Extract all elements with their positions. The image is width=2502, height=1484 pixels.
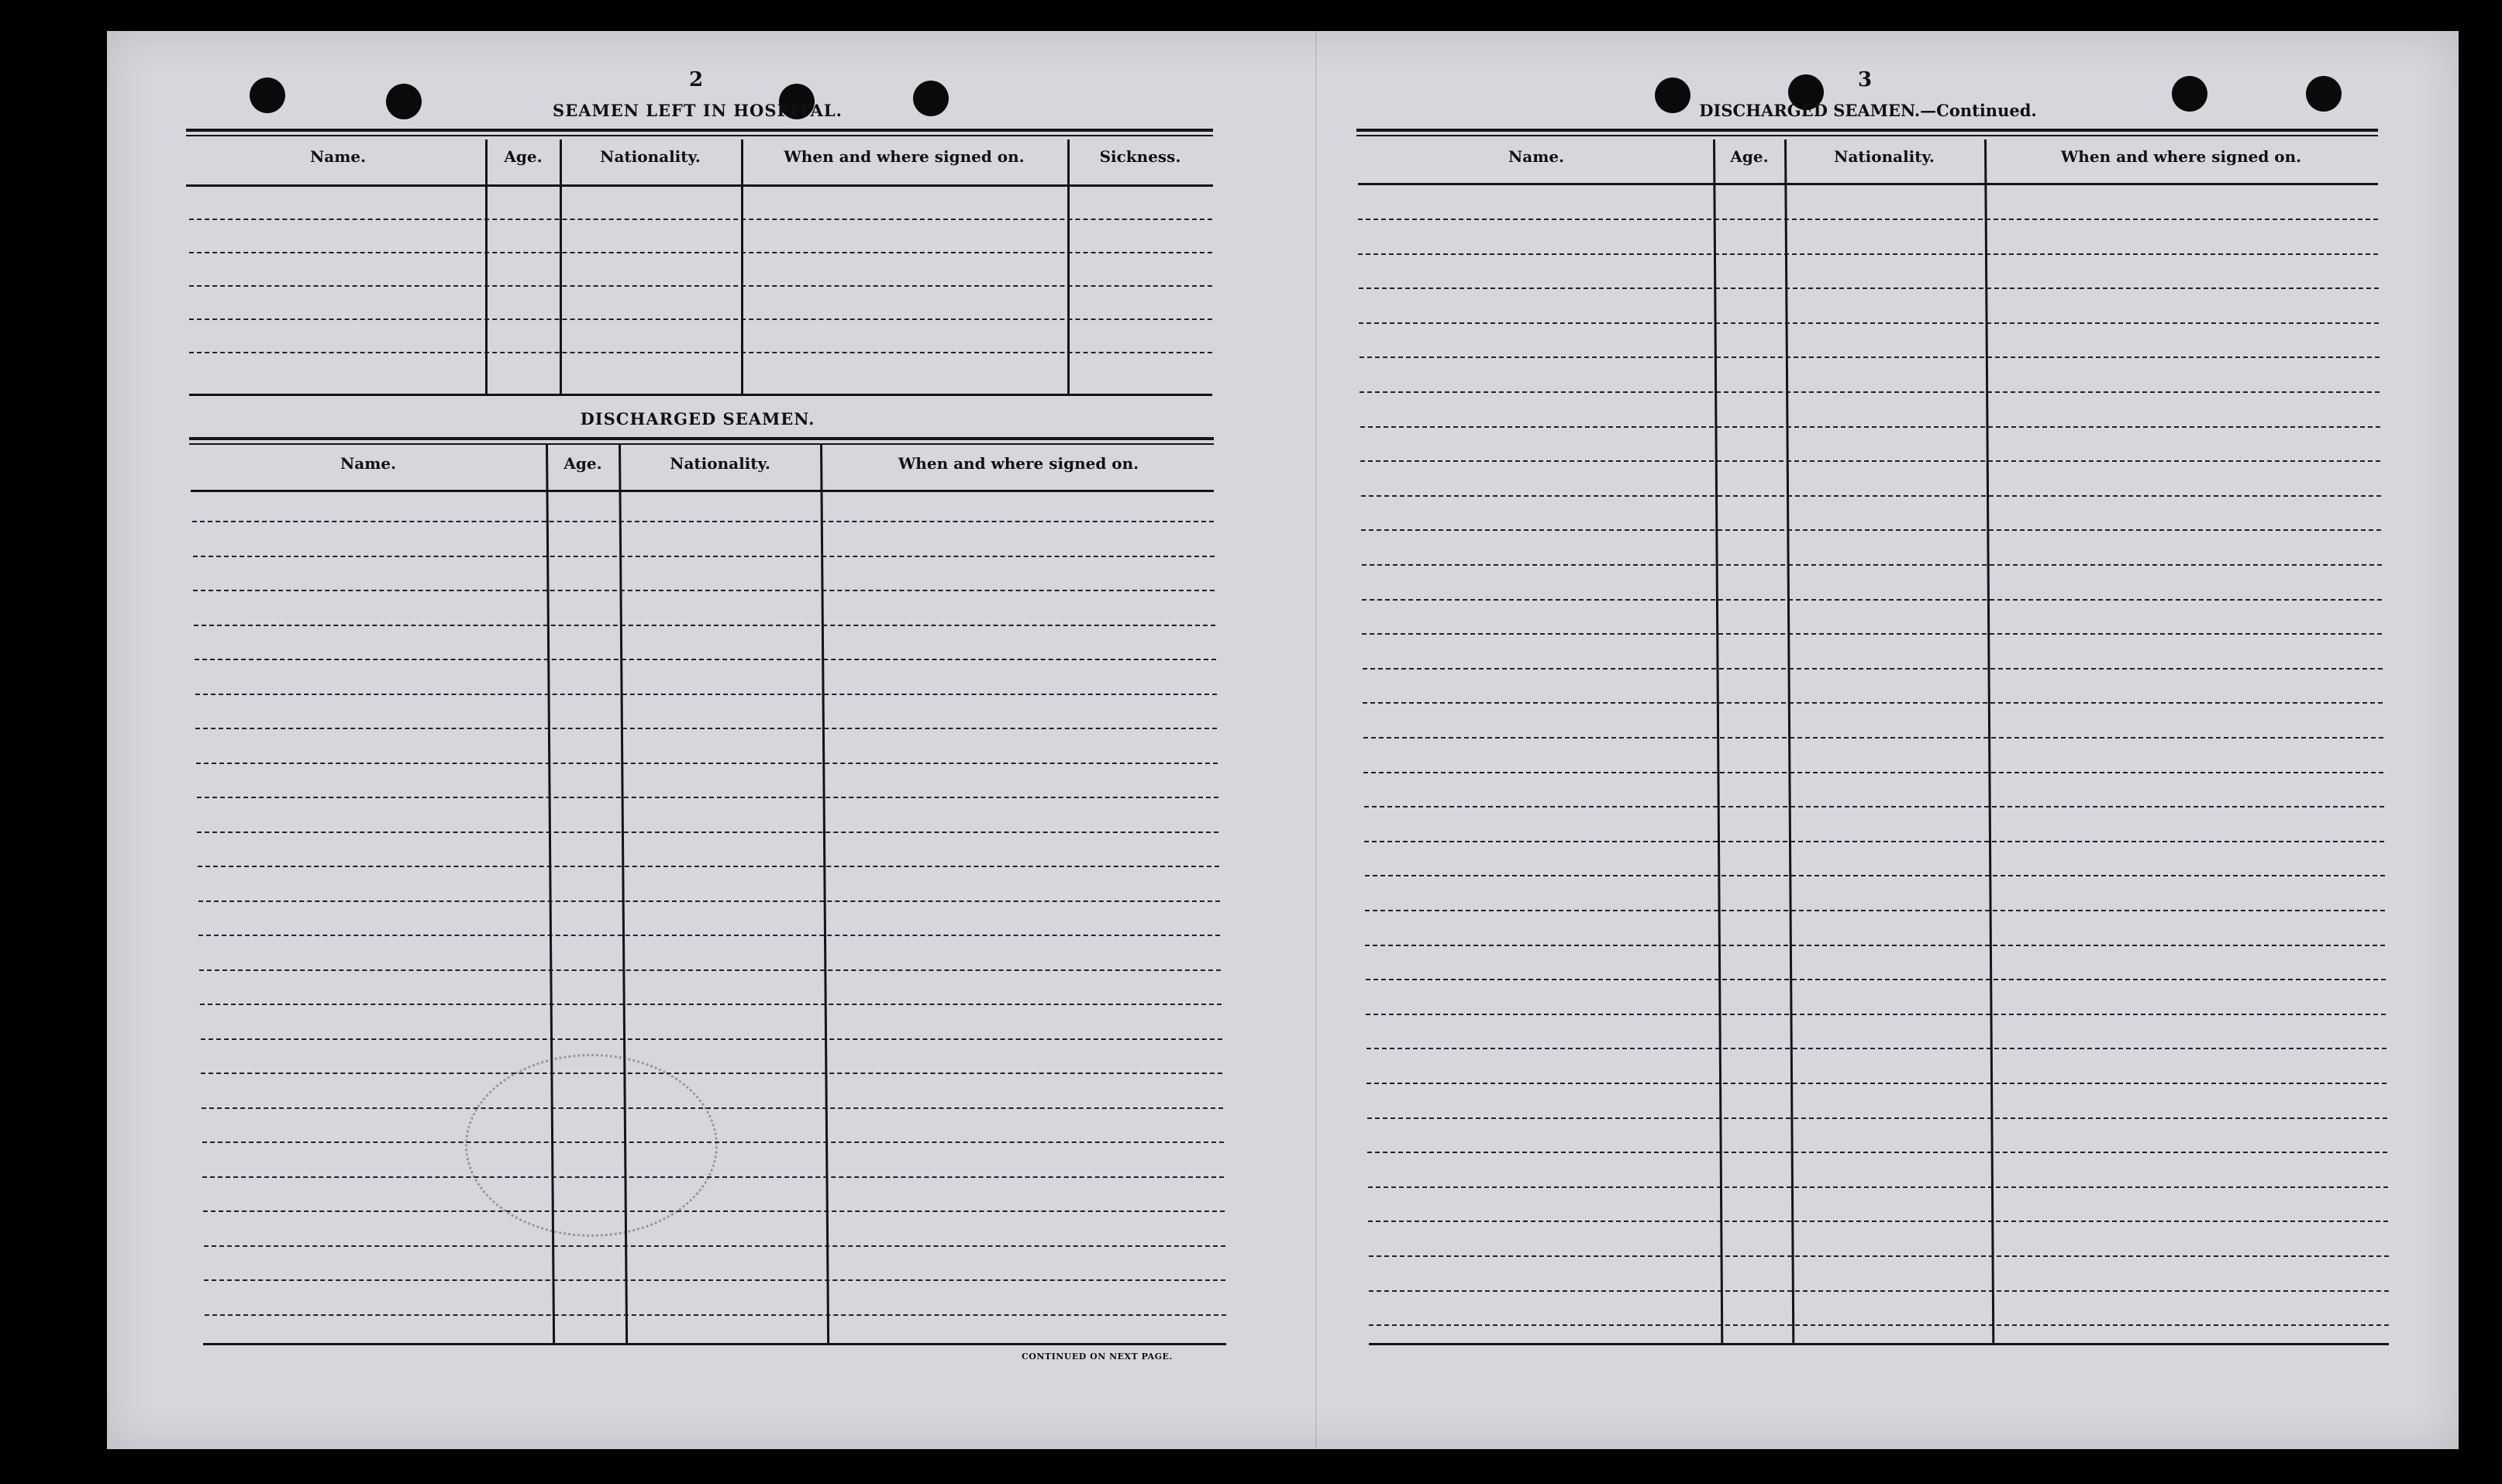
entry-line <box>194 625 1215 626</box>
column-divider <box>485 139 488 395</box>
entry-line <box>1365 945 2385 946</box>
column-header: When and where signed on. <box>2060 147 2302 166</box>
entry-line <box>189 318 1212 320</box>
column-divider <box>560 139 562 395</box>
entry-line <box>1367 1117 2387 1119</box>
punch-hole <box>2306 76 2342 112</box>
entry-line <box>1361 529 2381 531</box>
discharged-continued-title: DISCHARGED SEAMEN.—Continued. <box>1699 101 2037 120</box>
entry-line <box>197 832 1218 833</box>
entry-line <box>202 1176 1224 1178</box>
entry-line <box>1369 1324 2389 1326</box>
entry-line <box>189 352 1212 353</box>
entry-line <box>1365 875 2385 876</box>
column-header: Name. <box>1508 147 1565 166</box>
entry-line <box>1368 1221 2388 1222</box>
document-sheet <box>107 31 2459 1449</box>
entry-line <box>1360 426 2380 428</box>
punch-hole <box>2172 76 2207 112</box>
entry-line <box>1362 599 2382 601</box>
entry-line <box>1359 288 2379 289</box>
entry-line <box>189 285 1212 287</box>
entry-line <box>1358 253 2378 255</box>
entry-line <box>189 252 1212 253</box>
entry-line <box>203 1210 1225 1212</box>
table-bottom-rule <box>1369 1343 2389 1345</box>
entry-line <box>201 1073 1222 1074</box>
entry-line <box>189 219 1212 220</box>
page-number: 3 <box>1857 68 1873 91</box>
entry-line <box>1360 356 2380 358</box>
table-bottom-rule <box>203 1343 1226 1345</box>
entry-line <box>199 969 1221 971</box>
entry-line <box>1364 841 2384 842</box>
column-header: Sickness. <box>1099 147 1181 166</box>
entry-line <box>198 900 1220 902</box>
column-header: Age. <box>1730 147 1769 166</box>
entry-line <box>192 521 1214 522</box>
entry-line <box>193 590 1215 591</box>
column-divider <box>1067 139 1070 395</box>
entry-line <box>205 1314 1226 1316</box>
entry-line <box>1358 219 2378 220</box>
entry-line <box>1366 979 2386 980</box>
column-header: When and where signed on. <box>784 147 1025 166</box>
column-header: Age. <box>563 454 602 473</box>
hospital-section-title: SEAMEN LEFT IN HOSPITAL. <box>553 101 843 120</box>
column-header: When and where signed on. <box>898 454 1139 473</box>
entry-line <box>200 1004 1222 1005</box>
entry-line <box>198 866 1219 867</box>
punch-hole <box>386 84 422 119</box>
entry-line <box>201 1038 1222 1040</box>
entry-line <box>195 659 1216 660</box>
table-top-rule <box>1356 129 2378 132</box>
discharged-section-title: DISCHARGED SEAMEN. <box>580 409 815 429</box>
page-fold <box>1315 31 1317 1449</box>
column-header: Nationality. <box>600 147 701 166</box>
page-number: 2 <box>688 68 704 91</box>
table-top-rule <box>1356 135 2378 136</box>
header-rule <box>186 184 1213 187</box>
table-top-rule <box>186 129 1213 132</box>
entry-line <box>1363 772 2383 773</box>
entry-line <box>1366 1083 2387 1084</box>
punch-hole <box>250 77 285 113</box>
entry-line <box>1360 460 2380 462</box>
entry-line <box>195 728 1217 729</box>
entry-line <box>1363 702 2383 704</box>
column-header: Age. <box>504 147 543 166</box>
faded-stamp <box>465 1054 718 1237</box>
entry-line <box>1366 1014 2386 1015</box>
header-rule <box>1358 183 2378 185</box>
table-top-rule <box>189 443 1214 445</box>
table-top-rule <box>189 437 1214 440</box>
entry-line <box>197 797 1218 798</box>
entry-line <box>1359 322 2379 324</box>
entry-line <box>202 1107 1223 1109</box>
entry-line <box>193 556 1215 557</box>
entry-line <box>1362 633 2382 635</box>
entry-line <box>1362 564 2382 566</box>
entry-line <box>1360 391 2380 393</box>
entry-line <box>195 694 1217 695</box>
table-top-rule <box>186 135 1213 136</box>
column-divider <box>741 139 743 395</box>
column-header: Nationality. <box>1834 147 1935 166</box>
header-rule <box>191 490 1214 492</box>
column-header: Name. <box>309 147 367 166</box>
entry-line <box>1369 1255 2389 1257</box>
entry-line <box>1369 1290 2389 1292</box>
entry-line <box>1367 1152 2387 1153</box>
entry-line <box>204 1245 1225 1247</box>
entry-line <box>1363 668 2383 670</box>
entry-line <box>1365 910 2385 911</box>
continued-note: CONTINUED ON NEXT PAGE. <box>1022 1351 1173 1362</box>
entry-line <box>1361 495 2381 497</box>
entry-line <box>1368 1186 2388 1188</box>
entry-line <box>1364 806 2384 807</box>
column-header: Name. <box>339 454 397 473</box>
entry-line <box>1363 737 2383 739</box>
entry-line <box>204 1279 1225 1281</box>
column-header: Nationality. <box>670 454 770 473</box>
entry-line <box>196 763 1218 764</box>
section-rule <box>189 394 1212 396</box>
entry-line <box>1366 1048 2387 1049</box>
entry-line <box>198 935 1220 936</box>
punch-hole <box>913 81 949 116</box>
